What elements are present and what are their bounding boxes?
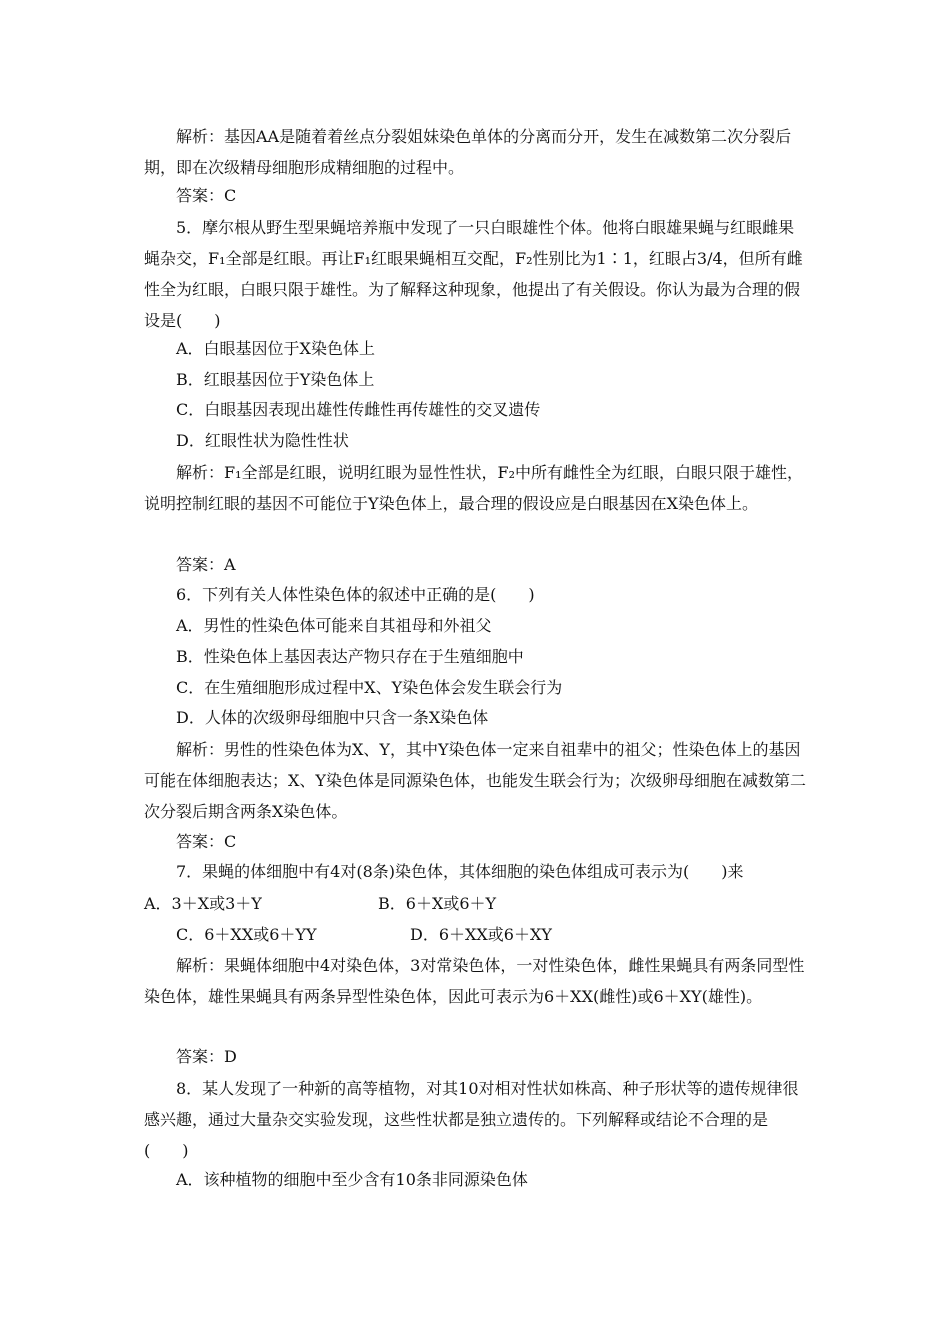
answer-4: 答案：C bbox=[176, 186, 237, 205]
analysis-7: 解析：果蝇体细胞中4对染色体，3对常染色体，一对性染色体，雌性果蝇具有两条同型性染色体，雄性果蝇具有两条异型性染色体，因此可表示为6＋XX(雌性)或6＋XY(雄性)。 bbox=[144, 956, 805, 1006]
question-7-option-b: B．6＋X或6＋Y bbox=[378, 894, 497, 913]
answer-7: 答案：D bbox=[176, 1047, 237, 1066]
analysis-6: 解析：男性的性染色体为X、Y，其中Y染色体一定来自祖辈中的祖父；性染色体上的基因可能在体细胞表达；X、Y染色体是同源染色体，也能发生联会行为；次级卵母细胞在减数第二次分裂后期含两条X染色体。 bbox=[144, 740, 806, 821]
question-5: 5．摩尔根从野生型果蝇培养瓶中发现了一只白眼雄性个体。他将白眼雄果蝇与红眼雌果蝇杂交，F₁全部是红眼。再让F₁红眼果蝇相互交配，F₂性别比为1∶1，红眼占3/4，但所有雌性全为红眼，白眼只限于雄性。为了解释这种现象，他提出了有关假设。你认为最为合理的假设是( ) bbox=[144, 218, 803, 330]
paragraph-analysis-4: 解析：基因AA是随着着丝点分裂姐妹染色单体的分离而分开，发生在减数第二次分裂后期，即在次级精母细胞形成精细胞的过程中。 bbox=[144, 127, 792, 177]
question-5-option-b: B．红眼基因位于Y染色体上 bbox=[176, 370, 375, 389]
question-5-option-a: A．白眼基因位于X染色体上 bbox=[176, 339, 375, 358]
question-8-option-a: A．该种植物的细胞中至少含有10条非同源染色体 bbox=[176, 1170, 528, 1189]
analysis-5: 解析：F₁全部是红眼，说明红眼为显性性状，F₂中所有雌性全为红眼，白眼只限于雄性，说明控制红眼的基因不可能位于Y染色体上，最合理的假设应是白眼基因在X染色体上。 bbox=[144, 463, 804, 513]
question-6: 6．下列有关人体性染色体的叙述中正确的是( ) bbox=[176, 585, 535, 604]
question-6-option-a: A．男性的性染色体可能来自其祖母和外祖父 bbox=[176, 616, 492, 635]
question-5-option-d: D．红眼性状为隐性性状 bbox=[176, 431, 349, 450]
question-6-option-c: C．在生殖细胞形成过程中X、Y染色体会发生联会行为 bbox=[176, 678, 563, 697]
question-6-option-d: D．人体的次级卵母细胞中只含一条X染色体 bbox=[176, 708, 489, 727]
question-5-option-c: C．白眼基因表现出雄性传雌性再传雄性的交叉遗传 bbox=[176, 400, 541, 419]
question-7-option-c: C．6＋XX或6＋YY bbox=[176, 925, 317, 944]
question-7-option-a: A．3＋X或3＋Y bbox=[144, 894, 262, 913]
question-6-option-b: B．性染色体上基因表达产物只存在于生殖细胞中 bbox=[176, 647, 524, 666]
question-7-option-d: D．6＋XX或6＋XY bbox=[410, 925, 552, 944]
answer-5: 答案：A bbox=[176, 555, 236, 574]
answer-6: 答案：C bbox=[176, 832, 237, 851]
question-7: 7．果蝇的体细胞中有4对(8条)染色体，其体细胞的染色体组成可表示为( )来 bbox=[176, 862, 744, 881]
question-8: 8．某人发现了一种新的高等植物，对其10对相对性状如株高、种子形状等的遗传规律很感兴趣，通过大量杂交实验发现，这些性状都是独立遗传的。下列解释或结论不合理的是( ) bbox=[144, 1079, 799, 1160]
